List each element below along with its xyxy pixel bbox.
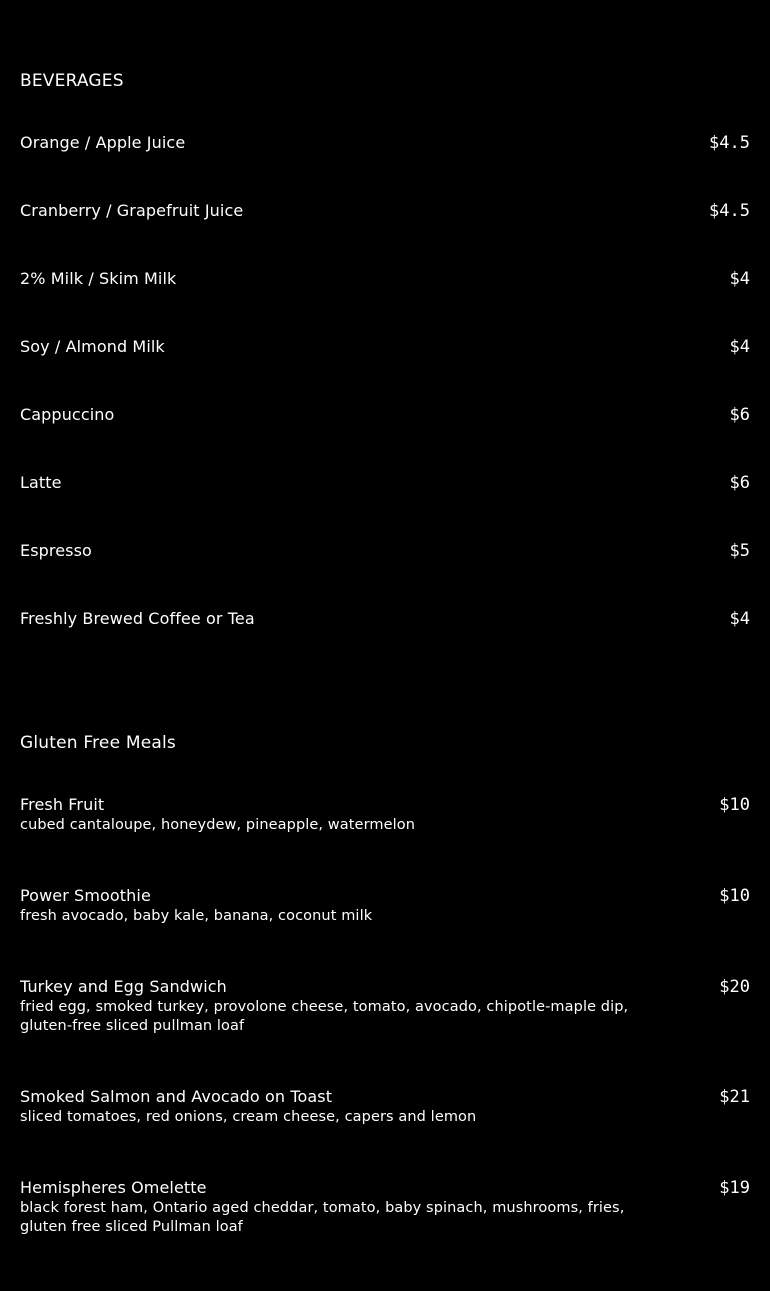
menu-item-name: Turkey and Egg Sandwich xyxy=(20,977,227,996)
menu-item-price: $20 xyxy=(719,977,750,997)
menu-item-smoked-salmon-toast[interactable] xyxy=(20,1086,750,1127)
menu-item-espresso[interactable] xyxy=(20,540,750,562)
menu-item-coffee-or-tea[interactable] xyxy=(20,608,750,630)
menu-item-name: 2% Milk / Skim Milk xyxy=(20,269,177,288)
menu-item-name: Soy / Almond Milk xyxy=(20,337,165,356)
menu-item-price: $4.5 xyxy=(709,133,750,153)
menu-item-price: $21 xyxy=(719,1087,750,1107)
menu-item-price: $10 xyxy=(719,886,750,906)
menu-item-price: $10 xyxy=(719,795,750,815)
menu-item-name: Fresh Fruit xyxy=(20,795,105,814)
menu-item-power-smoothie[interactable] xyxy=(20,885,750,926)
menu-item-name: Espresso xyxy=(20,541,92,560)
menu-item-name: Cappuccino xyxy=(20,405,115,424)
menu-item-description: fresh avocado, baby kale, banana, coconut milk xyxy=(20,908,373,924)
menu-item-price: $4 xyxy=(729,337,750,357)
menu-item-name: Cranberry / Grapefruit Juice xyxy=(20,201,244,220)
menu-item-fresh-fruit[interactable] xyxy=(20,794,750,835)
menu-item-price: $19 xyxy=(719,1178,750,1198)
menu-item-price: $6 xyxy=(729,473,750,493)
menu-item-price: $4 xyxy=(729,269,750,289)
menu-item-price: $4 xyxy=(729,609,750,629)
menu-item-name: Latte xyxy=(20,473,62,492)
beverages-section-title: BEVERAGES xyxy=(20,71,124,91)
menu-item-soy-almond-milk[interactable] xyxy=(20,336,750,358)
menu-item-price: $4.5 xyxy=(709,201,750,221)
menu-item-name: Smoked Salmon and Avocado on Toast xyxy=(20,1087,333,1106)
menu-item-name: Freshly Brewed Coffee or Tea xyxy=(20,609,255,628)
menu-item-description: fried egg, smoked turkey, provolone cheese, tomato, avocado, chipotle-maple dip, gluten-free sliced pullman loaf xyxy=(20,999,629,1034)
menu-item-cranberry-grapefruit-juice[interactable] xyxy=(20,200,750,222)
menu-item-latte[interactable] xyxy=(20,472,750,494)
menu-item-description: cubed cantaloupe, honeydew, pineapple, watermelon xyxy=(20,817,416,833)
menu-item-name: Orange / Apple Juice xyxy=(20,133,186,152)
menu-item-milk[interactable] xyxy=(20,268,750,290)
menu-item-name: Power Smoothie xyxy=(20,886,151,905)
menu-item-price: $5 xyxy=(729,541,750,561)
menu-item-turkey-egg-sandwich[interactable] xyxy=(20,976,750,1036)
menu-item-price: $6 xyxy=(729,405,750,425)
menu-item-description: sliced tomatoes, red onions, cream cheese, capers and lemon xyxy=(20,1109,477,1125)
gluten-free-section-title: Gluten Free Meals xyxy=(20,733,176,753)
menu-item-description: black forest ham, Ontario aged cheddar, tomato, baby spinach, mushrooms, fries, gluten free sliced Pullman loaf xyxy=(20,1200,625,1235)
menu-item-orange-apple-juice[interactable] xyxy=(20,132,750,154)
menu-item-name: Hemispheres Omelette xyxy=(20,1178,207,1197)
menu-item-cappuccino[interactable] xyxy=(20,404,750,426)
menu-item-hemispheres-omelette[interactable] xyxy=(20,1177,750,1237)
